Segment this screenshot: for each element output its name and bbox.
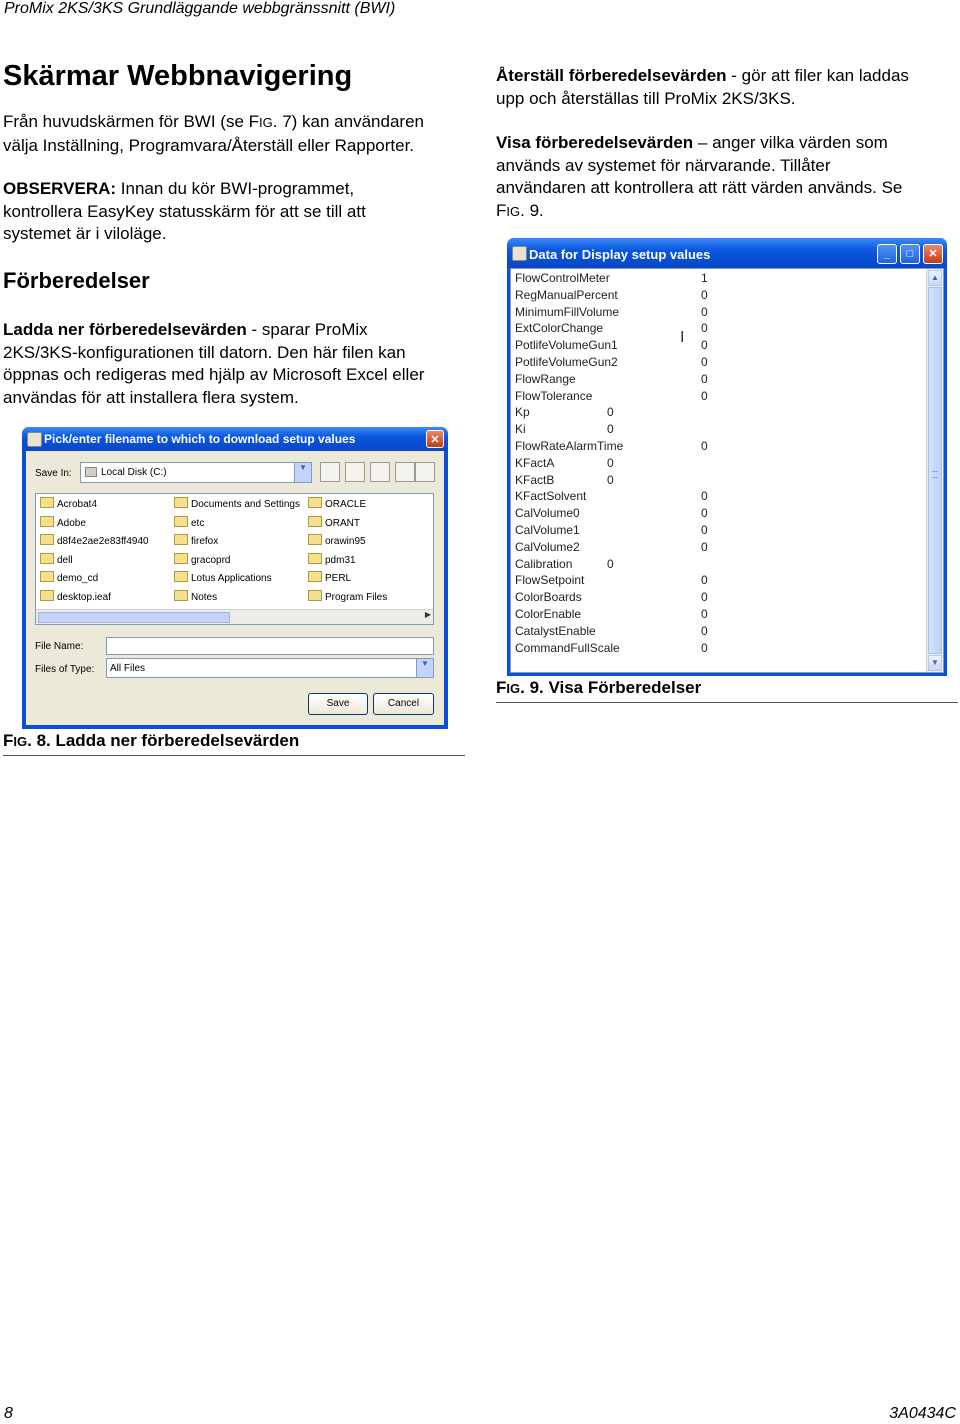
display-title: Data for Display setup values	[529, 247, 711, 262]
setting-value: 0	[701, 439, 708, 453]
file-item[interactable]: dell	[40, 553, 73, 566]
list-item[interactable]	[515, 573, 708, 588]
file-item[interactable]: gracoprd	[174, 553, 230, 566]
list-item[interactable]	[515, 590, 708, 605]
setting-name: KFactB	[515, 472, 555, 487]
figure-8-caption: FIG. 8. Ladda ner förberedelsevärden	[3, 731, 465, 756]
dialog-titlebar	[22, 427, 448, 451]
restore-term: Återställ förberedelsevärden	[496, 66, 727, 85]
running-title: ProMix 2KS/3KS Grundläggande webbgränssnitt (BWI)	[4, 0, 396, 17]
setting-name: ColorBoards	[515, 590, 582, 605]
horizontal-scrollbar[interactable]	[36, 609, 433, 624]
list-item[interactable]	[515, 405, 614, 420]
file-item[interactable]: demo_cd	[40, 571, 98, 584]
setting-value: 0	[701, 388, 708, 403]
setting-value: 0	[701, 623, 708, 638]
setting-value: 0	[701, 590, 708, 605]
file-item[interactable]: Adobe	[40, 516, 86, 529]
setting-name: PotlifeVolumeGun2	[515, 355, 618, 369]
list-item[interactable]	[515, 623, 708, 638]
list-item[interactable]	[515, 287, 708, 302]
setting-value: 0	[701, 523, 708, 537]
scroll-right-icon[interactable]: ▶	[424, 610, 431, 619]
setting-name: Kp	[515, 405, 530, 420]
java-icon	[512, 246, 527, 261]
save-in-value: Local Disk (C:)	[101, 467, 167, 478]
restore-paragraph: Återställ förberedelsevärden - gör att filer kan laddas upp och återställas till ProMix 2KS/3KS.	[496, 66, 909, 108]
setting-name: FlowControlMeter	[515, 271, 610, 285]
file-item[interactable]: d8f4e2ae2e83ff4940	[40, 534, 149, 547]
setting-value: 0	[701, 304, 708, 319]
intro-paragraph: Från huvudskärmen för BWI (se FIG. 7) kan användaren välja Inställning, Programvara/Återställ eller Rapporter.	[3, 112, 424, 155]
setting-value: 0	[701, 539, 708, 554]
setting-name: CommandFullScale	[515, 640, 620, 655]
maximize-icon[interactable]: □	[900, 244, 920, 264]
file-item[interactable]: ORACLE	[308, 497, 366, 510]
setting-value: 0	[701, 338, 708, 353]
setting-name: PotlifeVolumeGun1	[515, 338, 618, 353]
cancel-button[interactable]: Cancel	[373, 693, 434, 715]
setting-value: 0	[701, 573, 708, 588]
setting-name: MinimumFillVolume	[515, 304, 620, 319]
file-item[interactable]: ORANT	[308, 516, 360, 529]
list-item[interactable]	[515, 523, 708, 537]
file-type-select[interactable]	[106, 658, 434, 678]
page-title: Skärmar Webbnavigering	[3, 60, 353, 92]
chevron-down-icon[interactable]: ▼	[416, 659, 433, 677]
section-title: Förberedelser	[3, 268, 150, 293]
setting-name: CalVolume2	[515, 539, 580, 554]
setting-name: FlowRange	[515, 371, 576, 386]
list-item[interactable]	[515, 472, 614, 487]
file-item[interactable]: firefox	[174, 534, 218, 547]
file-type-value: All Files	[110, 663, 146, 674]
setting-name: ExtColorChange	[515, 321, 604, 336]
file-item[interactable]: Lotus Applications	[174, 571, 272, 584]
setting-name: RegManualPercent	[515, 287, 618, 302]
file-name-input[interactable]	[106, 637, 434, 655]
list-item[interactable]	[515, 640, 708, 655]
list-item[interactable]	[515, 489, 708, 504]
save-in-label: Save In:	[35, 468, 72, 479]
setting-value: 0	[701, 607, 708, 621]
setting-value: 0	[607, 405, 614, 420]
file-name-label: File Name:	[35, 641, 84, 652]
file-item[interactable]: Notes	[174, 590, 217, 603]
list-item[interactable]	[515, 422, 614, 437]
display-window	[507, 238, 947, 676]
save-button[interactable]: Save	[308, 693, 368, 715]
details-view-icon[interactable]	[415, 462, 435, 482]
setting-value: 0	[607, 556, 614, 571]
list-item[interactable]	[515, 355, 708, 369]
grip-icon	[932, 471, 938, 478]
chevron-down-icon[interactable]: ▼	[294, 463, 311, 482]
list-item[interactable]	[515, 304, 708, 319]
display-titlebar	[507, 238, 947, 268]
setting-value: 1	[701, 271, 708, 285]
setting-name: Calibration	[515, 556, 573, 571]
list-item[interactable]	[515, 338, 708, 353]
list-item[interactable]	[515, 388, 708, 403]
setting-value: 0	[701, 506, 708, 521]
file-item[interactable]: Program Files	[308, 590, 387, 603]
setting-value: 0	[701, 321, 708, 336]
setting-value: 0	[607, 422, 614, 437]
setting-name: FlowSetpoint	[515, 573, 585, 588]
setting-name: FlowRateAlarmTime	[515, 439, 624, 453]
dialog-title: Pick/enter filename to which to download setup values	[44, 432, 356, 446]
setting-value: 0	[701, 371, 708, 386]
file-list[interactable]	[35, 493, 434, 625]
figure-9-caption: FIG. 9. Visa Förberedelser	[496, 678, 958, 703]
setting-value: 0	[701, 355, 708, 369]
list-item[interactable]	[515, 371, 708, 386]
view-paragraph: Visa förberedelsevärden – anger vilka värden som används av systemet för närvarande. Tillåter användaren att kontrollera att rätt värden används. Se FIG. 9.	[496, 133, 903, 220]
setting-name: FlowTolerance	[515, 388, 593, 403]
setting-value: 0	[701, 489, 708, 504]
scroll-thumb[interactable]	[38, 612, 230, 623]
close-icon[interactable]: ✕	[923, 244, 943, 264]
close-icon[interactable]: ✕	[426, 430, 444, 448]
setup-values-list[interactable]	[510, 268, 944, 673]
text-cursor-icon: I	[680, 329, 685, 346]
download-paragraph: Ladda ner förberedelsevärden - sparar ProMix 2KS/3KS-konfigurationen till datorn. Den här filen kan öppnas och redigeras med hjälp av Microsoft Excel eller användas för att installera flera system.	[3, 320, 425, 407]
setting-name: KFactA	[515, 455, 555, 470]
list-item[interactable]	[515, 321, 708, 336]
home-icon[interactable]	[345, 462, 365, 482]
disk-icon	[85, 467, 97, 477]
list-item[interactable]	[515, 539, 708, 554]
new-folder-icon[interactable]	[370, 462, 390, 482]
download-dialog	[22, 427, 448, 729]
list-item[interactable]	[515, 556, 614, 571]
setting-name: KFactSolvent	[515, 489, 587, 504]
note-paragraph: OBSERVERA: Innan du kör BWI-programmet, kontrollera EasyKey statusskärm för att se till att systemet är i viloläge.	[3, 179, 366, 243]
note-label: OBSERVERA:	[3, 179, 117, 198]
download-term: Ladda ner förberedelsevärden	[3, 320, 247, 339]
minimize-icon[interactable]: _	[877, 244, 897, 264]
setting-value: 0	[607, 455, 614, 470]
file-item[interactable]: orawin95	[308, 534, 366, 547]
list-view-icon[interactable]	[395, 462, 415, 482]
doc-number: 3A0434C	[889, 1405, 956, 1422]
file-item[interactable]: PERL	[308, 571, 351, 584]
save-in-select[interactable]	[80, 462, 312, 483]
setting-name: CatalystEnable	[515, 623, 596, 638]
file-item[interactable]: pdm31	[308, 553, 356, 566]
file-item[interactable]: desktop.ieaf	[40, 590, 111, 603]
list-item[interactable]	[515, 607, 708, 621]
file-item[interactable]: Documents and Settings	[174, 497, 300, 510]
vertical-scrollbar[interactable]	[926, 269, 943, 672]
setting-name: CalVolume0	[515, 506, 580, 521]
file-type-label: Files of Type:	[35, 664, 95, 675]
scroll-down-icon[interactable]: ▼	[928, 655, 942, 671]
list-item[interactable]	[515, 271, 708, 285]
file-item[interactable]: Acrobat4	[40, 497, 97, 510]
up-folder-icon[interactable]	[320, 462, 340, 482]
scroll-thumb[interactable]	[928, 287, 942, 654]
setting-value: 0	[701, 287, 708, 302]
file-item[interactable]: etc	[174, 516, 204, 529]
list-item[interactable]	[515, 506, 708, 521]
scroll-up-icon[interactable]: ▲	[928, 270, 942, 286]
setting-value: 0	[701, 640, 708, 655]
list-item[interactable]	[515, 439, 708, 453]
setting-name: Ki	[515, 422, 526, 437]
page-number: 8	[4, 1405, 13, 1422]
setting-value: 0	[607, 472, 614, 487]
list-item[interactable]	[515, 455, 614, 470]
setting-name: CalVolume1	[515, 523, 580, 537]
view-term: Visa förberedelsevärden	[496, 133, 694, 152]
setting-name: ColorEnable	[515, 607, 582, 621]
java-icon	[27, 432, 42, 447]
